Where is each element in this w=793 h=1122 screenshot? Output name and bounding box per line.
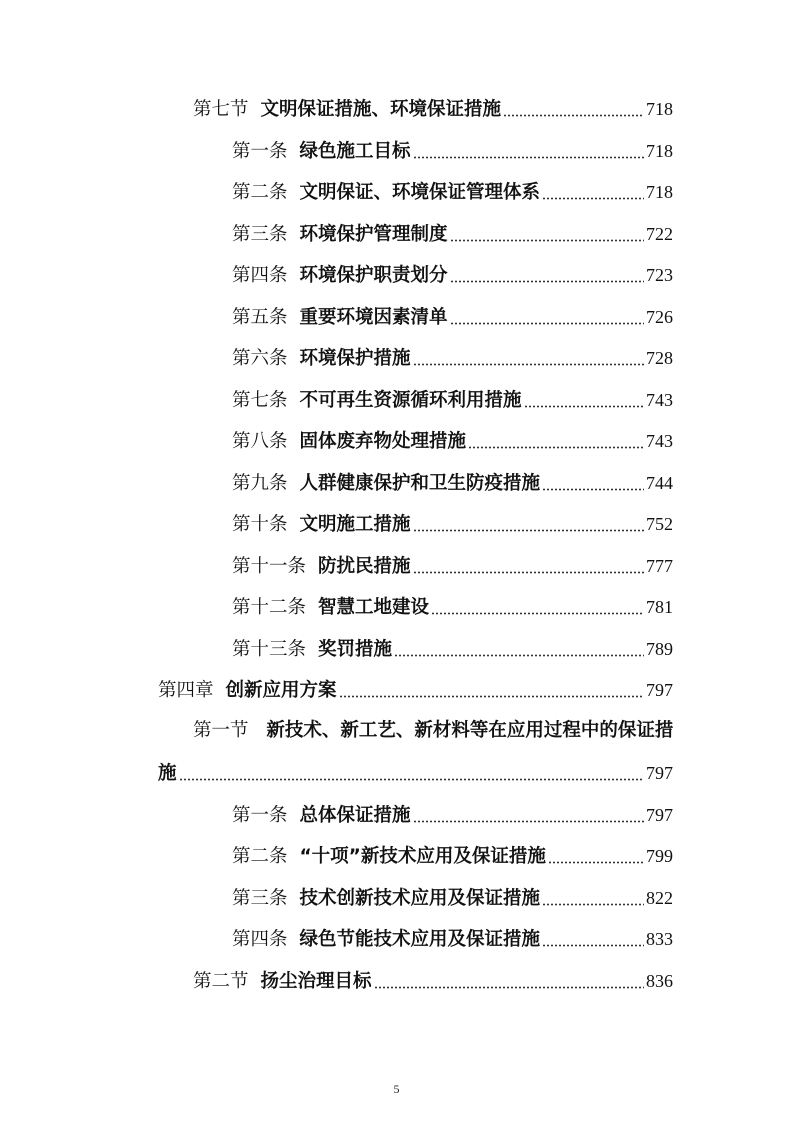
dot-leader [468,443,644,449]
dot-leader [413,568,644,574]
toc-entry-title: 重要环境因素清单 [299,307,448,328]
dot-leader [413,153,644,159]
toc-entry-page: 822 [646,888,673,908]
toc-entry-page: 723 [646,265,673,285]
toc-entry-page: 833 [646,929,673,949]
toc-entry-article[interactable] [232,139,673,163]
toc-entry-article[interactable] [232,554,673,578]
dot-leader [542,194,644,200]
dot-leader [179,775,644,781]
toc-entry-title: 智慧工地建设 [318,597,430,618]
toc-entry-article[interactable] [232,222,673,246]
dot-leader [413,817,644,823]
toc-entry-number: 第八条 [232,431,288,452]
toc-entry-page: 722 [646,224,673,244]
toc-entry-article[interactable] [232,263,673,287]
toc-entry-page: 781 [646,597,673,617]
toc-entry-article[interactable] [232,388,673,412]
dot-leader [450,319,644,325]
toc-entry-page: 799 [646,846,673,866]
dot-leader [394,651,644,657]
toc-entry-title: 环境保护管理制度 [299,224,448,245]
toc-entry-number: 第六条 [232,348,288,369]
toc-entry-number: 第七条 [232,390,288,411]
toc-entry-title: 新技术、新工艺、新材料等在应用过程中的保证措 [266,720,674,741]
toc-entry-page: 777 [646,556,673,576]
toc-entry-article[interactable] [232,886,673,910]
toc-entry-number: 第十二条 [232,597,307,618]
toc-entry-number: 第七节 [193,99,249,120]
dot-leader [542,941,644,947]
toc-entry-title: 文明保证措施、环境保证措施 [260,99,502,120]
toc-entry-number: 第十条 [232,514,288,535]
toc-entry-number: 第十一条 [232,556,307,577]
toc-entry-title: 总体保证措施 [299,805,411,826]
dot-leader [413,360,644,366]
toc-entry-article[interactable] [232,927,673,951]
dot-leader [542,485,644,491]
toc-entry-number: 第四条 [232,929,288,950]
toc-entry-number: 第九条 [232,473,288,494]
toc-entry-page: 726 [646,307,673,327]
toc-entry-page: 718 [646,182,673,202]
toc-entry-title: 奖罚措施 [318,639,393,660]
toc-entry-title: 绿色节能技术应用及保证措施 [299,929,541,950]
dot-leader [374,983,644,989]
toc-entry-number: 第二节 [193,971,249,992]
toc-entry-number: 第四条 [232,265,288,286]
dot-leader [542,900,644,906]
toc-entry-section-2[interactable] [193,969,673,993]
toc-entry-number: 第三条 [232,888,288,909]
page-number: 5 [393,1082,400,1096]
toc-entry-number: 第二条 [232,846,288,867]
toc-entry-section-1-line2[interactable] [158,761,673,785]
toc-entry-title: 防扰民措施 [318,556,411,577]
dot-leader [413,526,644,532]
toc-entry-number: 第四章 [158,680,214,701]
toc-entry-title: 固体废弃物处理措施 [299,431,467,452]
toc-entry-number: 第一条 [232,805,288,826]
dot-leader [431,609,644,615]
toc-entry-page: 743 [646,390,673,410]
toc-entry-page: 797 [646,680,673,700]
toc-entry-number: 第二条 [232,182,288,203]
toc-entry-page: 744 [646,473,673,493]
dot-leader [524,402,644,408]
toc-entry-article[interactable] [232,595,673,619]
toc-entry-title: “十项”新技术应用及保证措施 [299,846,546,867]
toc-entry-title: 环境保护措施 [299,348,411,369]
dot-leader [339,692,644,698]
toc-entry-title: 人群健康保护和卫生防疫措施 [299,473,541,494]
toc-entry-title: 技术创新技术应用及保证措施 [299,888,541,909]
toc-entry-article[interactable] [232,180,673,204]
toc-entry-page: 789 [646,639,673,659]
toc-entry-page: 797 [646,805,673,825]
toc-entry-page: 797 [646,763,673,783]
toc-entry-number: 第五条 [232,307,288,328]
toc-entry-title: 创新应用方案 [225,680,337,701]
toc-entry-page: 752 [646,514,673,534]
toc-entry-chapter-4[interactable] [158,678,673,702]
toc-entry-number: 第三条 [232,224,288,245]
toc-entry-number: 第一节 [193,720,249,741]
dot-leader [503,111,644,117]
toc-entry-article[interactable] [232,305,673,329]
toc-entry-section-1-line1[interactable] [193,719,673,743]
toc-entry-article[interactable] [232,803,673,827]
toc-entry-article[interactable] [232,429,673,453]
toc-entry-page: 836 [646,971,673,991]
toc-entry-title: 不可再生资源循环利用措施 [299,390,522,411]
toc-entry-title: 文明施工措施 [299,514,411,535]
toc-entry-article[interactable] [232,346,673,370]
toc-entry-title: 绿色施工目标 [299,141,411,162]
toc-entry-title: 文明保证、环境保证管理体系 [299,182,541,203]
toc-entry-page: 743 [646,431,673,451]
dot-leader [450,277,644,283]
toc-entry-article[interactable] [232,512,673,536]
toc-entry-title: 环境保护职责划分 [299,265,448,286]
toc-entry-article[interactable] [232,844,673,868]
toc-entry-article[interactable] [232,471,673,495]
toc-entry-page: 718 [646,141,673,161]
toc-entry-page: 728 [646,348,673,368]
toc-entry-article[interactable] [232,637,673,661]
dot-leader [450,236,644,242]
toc-entry-title: 扬尘治理目标 [260,971,372,992]
toc-entry-number: 第十三条 [232,639,307,660]
toc-entry-section-7[interactable] [193,97,673,121]
toc-entry-page: 718 [646,99,673,119]
toc-entry-title-continued: 施 [158,763,177,784]
toc-entry-number: 第一条 [232,141,288,162]
dot-leader [548,858,644,864]
